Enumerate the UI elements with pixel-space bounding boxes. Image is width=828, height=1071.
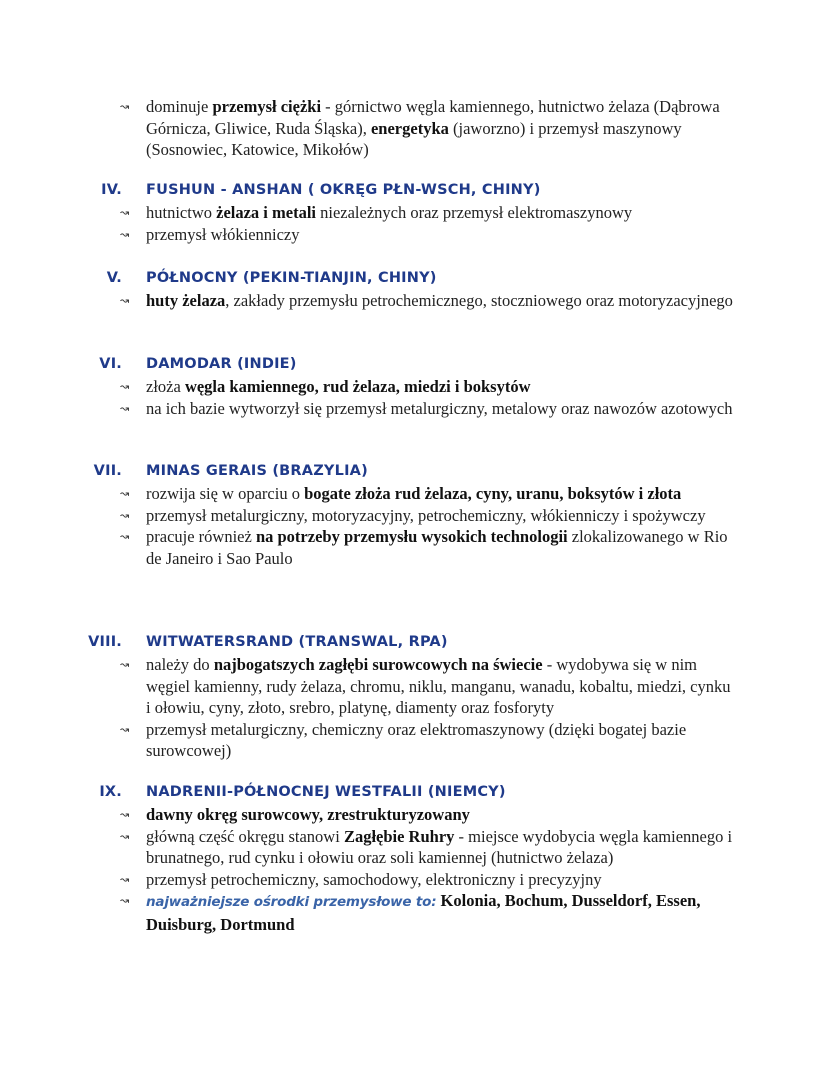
section-title: FUSHUN - ANSHAN ( OKRĘG PŁN-WSCH, CHINY) — [146, 182, 541, 198]
section-numeral: IX. — [99, 784, 122, 800]
squiggle-arrow-icon: ↝ — [120, 487, 130, 500]
list-item — [0, 505, 736, 527]
bold-run: najbogatszych zagłębi surowcowych na świecie — [213, 655, 543, 674]
text-run: niezależnych oraz przemysł elektromaszynowy — [316, 203, 633, 222]
squiggle-arrow-icon: ↝ — [120, 658, 130, 671]
list-item — [0, 483, 736, 505]
section-heading — [0, 459, 828, 483]
section-list — [0, 483, 828, 569]
text-run: przemysł włókienniczy — [146, 224, 300, 244]
section-list — [0, 804, 828, 935]
list-item — [0, 202, 736, 224]
section-list — [0, 376, 828, 419]
section-iv — [0, 178, 828, 245]
bold-run: przemysł ciężki — [212, 97, 322, 116]
intro-section — [0, 96, 828, 161]
squiggle-arrow-icon: ↝ — [120, 227, 130, 241]
section-numeral: VIII. — [88, 634, 122, 650]
squiggle-arrow-icon: ↝ — [120, 100, 130, 113]
squiggle-arrow-icon: ↝ — [120, 294, 130, 307]
list-item — [0, 376, 736, 398]
squiggle-arrow-icon: ↝ — [120, 722, 130, 736]
list-item — [0, 869, 736, 891]
list-item — [0, 719, 736, 762]
text-run: przemysł petrochemiczny, samochodowy, elektroniczny i precyzyjny — [146, 869, 602, 889]
list-item — [0, 804, 736, 826]
list-item — [0, 96, 736, 161]
list-item — [0, 224, 736, 246]
squiggle-arrow-icon: ↝ — [120, 508, 130, 522]
bold-run: energetyka — [370, 118, 449, 138]
section-v — [0, 266, 828, 312]
text-run: główną część okręgu stanowi — [146, 826, 344, 846]
text-run: dominuje — [146, 97, 213, 116]
section-list — [0, 290, 828, 312]
text-run: pracuje również — [146, 527, 256, 546]
section-ix — [0, 780, 828, 935]
text-run: , zakłady przemysłu petrochemicznego, stoczniowego oraz motoryzacyjnego — [225, 291, 733, 310]
squiggle-arrow-icon: ↝ — [120, 401, 130, 415]
text-run: (jaworzno) i przemysł maszynowy (Sosnowiec, Katowice, Mikołów) — [146, 118, 682, 159]
text-run: złoża — [146, 377, 185, 396]
text-run: zlokalizowanego w Rio de Janeiro i Sao Paulo — [146, 527, 728, 568]
section-title: MINAS GERAIS (BRAZYLIA) — [146, 463, 368, 479]
list-item — [0, 890, 736, 935]
intro-list — [0, 96, 828, 161]
section-heading — [0, 266, 828, 290]
text-run: należy do — [146, 655, 214, 674]
list-item — [0, 654, 736, 719]
section-list — [0, 202, 828, 245]
section-numeral: V. — [106, 270, 122, 286]
bold-run: dawny okręg surowcowy, zrestrukturyzowany — [146, 805, 470, 824]
bold-run: Kolonia, Bochum, Dusseldorf, Essen, Duisburg, Dortmund — [146, 891, 701, 934]
section-vii — [0, 459, 828, 569]
text-run: przemysł metalurgiczny, motoryzacyjny, petrochemiczny, włókienniczy i spożywczy — [146, 505, 706, 525]
section-list — [0, 654, 828, 762]
bold-run: na potrzeby przemysłu wysokich technologii — [255, 527, 568, 546]
section-title: DAMODAR (INDIE) — [146, 356, 297, 372]
section-viii — [0, 630, 828, 762]
squiggle-arrow-icon: ↝ — [120, 530, 130, 543]
section-vi — [0, 352, 828, 419]
squiggle-arrow-icon: ↝ — [120, 206, 130, 219]
text-run: - miejsce wydobycia węgla kamiennego i brunatnego, rud cynku i ołowiu oraz soli kamiennej (hutnictwo żelaza) — [146, 826, 733, 867]
section-heading — [0, 780, 828, 804]
bold-run: huty żelaza — [146, 291, 226, 310]
section-title: WITWATERSRAND (TRANSWAL, RPA) — [146, 634, 448, 650]
text-run: hutnictwo — [146, 203, 217, 222]
section-title: PÓŁNOCNY (PEKIN-TIANJIN, CHINY) — [146, 270, 437, 286]
text-run: rozwija się w oparciu o — [146, 484, 305, 503]
list-item — [0, 526, 736, 569]
section-title: NADRENII-PÓŁNOCNEJ WESTFALII (NIEMCY) — [146, 784, 506, 800]
bold-run: węgla kamiennego, rud żelaza, miedzi i boksytów — [184, 377, 531, 396]
section-numeral: VII. — [93, 463, 122, 479]
list-item — [0, 290, 736, 312]
squiggle-arrow-icon: ↝ — [120, 872, 130, 886]
squiggle-arrow-icon: ↝ — [120, 894, 130, 907]
list-item — [0, 398, 736, 420]
text-run: - górnictwo węgla kamiennego, hutnictwo żelaza (Dąbrowa Górnicza, Gliwice, Ruda Śląska), — [146, 97, 720, 138]
section-numeral: VI. — [99, 356, 122, 372]
squiggle-arrow-icon: ↝ — [120, 829, 130, 843]
section-heading — [0, 178, 828, 202]
list-item — [0, 826, 736, 869]
section-numeral: IV. — [101, 182, 122, 198]
bold-run: Zagłębie Ruhry — [343, 826, 455, 846]
section-heading — [0, 630, 828, 654]
bold-run: żelaza i metali — [216, 203, 316, 222]
text-run: na ich bazie wytworzył się przemysł metalurgiczny, metalowy oraz nawozów azotowych — [146, 398, 733, 418]
squiggle-arrow-icon: ↝ — [120, 808, 130, 821]
handwritten-run: najważniejsze ośrodki przemysłowe to: — [146, 894, 437, 910]
squiggle-arrow-icon: ↝ — [120, 380, 130, 393]
text-run: przemysł metalurgiczny, chemiczny oraz elektromaszynowy (dzięki bogatej bazie surowcowej) — [146, 719, 687, 760]
bold-run: bogate złoża rud żelaza, cyny, uranu, boksytów i złota — [304, 484, 682, 503]
text-run: - wydobywa się w nim węgiel kamienny, rudy żelaza, chromu, niklu, manganu, wanadu, kobaltu, miedzi, cynku i ołowiu, cyny, złoto, srebro, platynę, diamenty oraz fosforyty — [146, 655, 731, 717]
section-heading — [0, 352, 828, 376]
